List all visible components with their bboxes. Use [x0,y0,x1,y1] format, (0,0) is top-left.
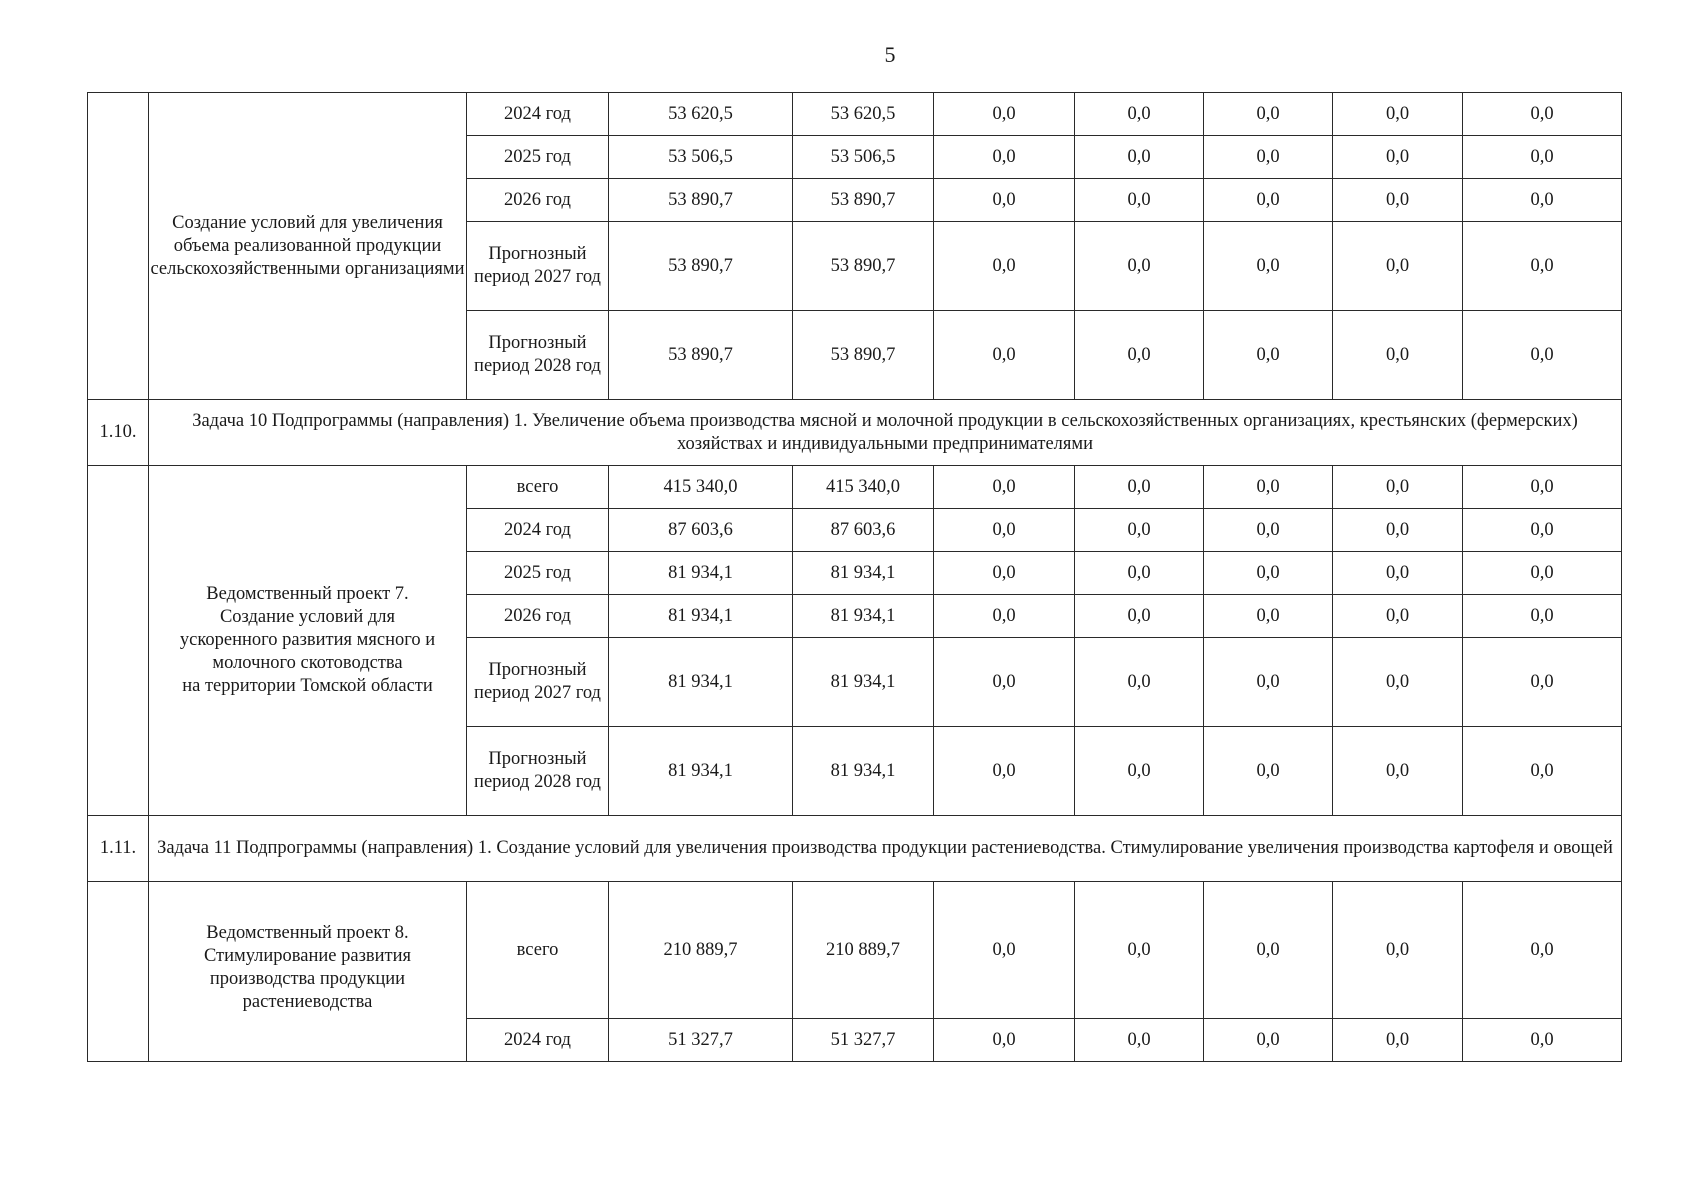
value-cell: 0,0 [934,552,1075,595]
value-cell: 81 934,1 [793,727,934,816]
value-cell: 0,0 [1333,552,1463,595]
value-cell: 0,0 [1463,552,1622,595]
value-cell: 0,0 [1463,882,1622,1019]
page-number: 5 [884,42,896,67]
value-cell: 0,0 [1204,1019,1333,1062]
value-cell: 0,0 [1463,595,1622,638]
value-cell: 210 889,7 [793,882,934,1019]
task-row [88,816,1622,882]
task-index: 1.11. [88,816,149,882]
period-cell: Прогнозный период 2027 год [467,222,609,311]
value-cell: 81 934,1 [793,638,934,727]
value-cell: 415 340,0 [793,466,934,509]
value-cell: 0,0 [1075,509,1204,552]
value-cell: 81 934,1 [793,552,934,595]
value-cell: 0,0 [1333,509,1463,552]
value-cell: 0,0 [1333,179,1463,222]
period-cell: 2024 год [467,509,609,552]
period-cell: Прогнозный период 2028 год [467,311,609,400]
total-cell: 51 327,7 [609,1019,793,1062]
value-cell: 53 620,5 [793,93,934,136]
value-cell: 53 890,7 [793,179,934,222]
project-label-line: производства продукции [209,969,406,989]
value-cell: 0,0 [1333,727,1463,816]
value-cell: 0,0 [1204,93,1333,136]
value-cell: 51 327,7 [793,1019,934,1062]
period-cell: всего [467,882,609,1019]
value-cell: 0,0 [1075,552,1204,595]
table-row [88,466,1622,509]
value-cell: 0,0 [934,727,1075,816]
value-cell: 0,0 [934,179,1075,222]
project-label-line: растениеводства [242,992,373,1012]
value-cell: 0,0 [1463,727,1622,816]
value-cell: 0,0 [934,93,1075,136]
value-cell: 87 603,6 [793,509,934,552]
value-cell: 0,0 [1075,1019,1204,1062]
period-cell: Прогнозный период 2027 год [467,638,609,727]
value-cell: 0,0 [1333,882,1463,1019]
total-cell: 53 890,7 [609,222,793,311]
project-label [149,882,467,1062]
value-cell: 0,0 [1463,179,1622,222]
value-cell: 0,0 [1075,882,1204,1019]
value-cell: 0,0 [934,882,1075,1019]
value-cell: 0,0 [934,222,1075,311]
value-cell: 0,0 [1463,509,1622,552]
table-row [88,882,1622,1019]
period-cell: Прогнозный период 2028 год [467,727,609,816]
budget-table [87,92,1622,1062]
value-cell: 0,0 [1204,552,1333,595]
table-row [88,93,1622,136]
value-cell: 0,0 [1204,222,1333,311]
value-cell: 0,0 [934,638,1075,727]
value-cell: 0,0 [1204,638,1333,727]
period-cell: 2024 год [467,1019,609,1062]
total-cell: 415 340,0 [609,466,793,509]
total-cell: 210 889,7 [609,882,793,1019]
value-cell: 0,0 [1204,727,1333,816]
period-cell: всего [467,466,609,509]
value-cell: 0,0 [934,466,1075,509]
index-cell [88,466,149,816]
value-cell: 0,0 [934,311,1075,400]
period-cell: 2024 год [467,93,609,136]
value-cell: 0,0 [1075,93,1204,136]
section-label: Создание условий для увеличения объема реализованной продукции сельскохозяйственными организациями [149,93,467,400]
value-cell: 0,0 [1333,595,1463,638]
task-description: Задача 10 Подпрограммы (направления) 1. Увеличение объема производства мясной и молочной продукции в сельскохозяйственных организациях, крестьянских (фермерских) хозяйствах и индивидуальными предпринимателями [149,400,1622,466]
task-index: 1.10. [88,400,149,466]
total-cell: 81 934,1 [609,638,793,727]
total-cell: 53 506,5 [609,136,793,179]
total-cell: 53 890,7 [609,179,793,222]
value-cell: 0,0 [1463,93,1622,136]
project-label-line: Создание условий для [219,607,396,627]
value-cell: 0,0 [1075,595,1204,638]
value-cell: 53 890,7 [793,311,934,400]
value-cell: 0,0 [1204,595,1333,638]
value-cell: 0,0 [1463,136,1622,179]
value-cell: 53 890,7 [793,222,934,311]
project-label-line: Стимулирование развития [203,946,412,966]
value-cell: 0,0 [1075,179,1204,222]
total-cell: 53 890,7 [609,311,793,400]
value-cell: 0,0 [934,1019,1075,1062]
total-cell: 81 934,1 [609,727,793,816]
value-cell: 0,0 [934,509,1075,552]
project-label-line: ускоренного развития мясного и [179,630,436,650]
value-cell: 0,0 [1333,93,1463,136]
index-cell [88,882,149,1062]
value-cell: 0,0 [1075,136,1204,179]
task-description: Задача 11 Подпрограммы (направления) 1. Создание условий для увеличения производства продукции растениеводства. Стимулирование увеличения производства картофеля и овощей [149,816,1622,882]
project-label-line: на территории Томской области [182,676,433,696]
value-cell: 0,0 [1333,638,1463,727]
value-cell: 0,0 [1075,727,1204,816]
value-cell: 0,0 [1204,466,1333,509]
value-cell: 0,0 [1204,509,1333,552]
period-cell: 2026 год [467,595,609,638]
value-cell: 0,0 [1463,466,1622,509]
value-cell: 0,0 [1463,222,1622,311]
value-cell: 0,0 [1333,466,1463,509]
value-cell: 0,0 [934,136,1075,179]
project-label-line: Ведомственный проект 8. [206,923,409,943]
total-cell: 53 620,5 [609,93,793,136]
period-cell: 2025 год [467,136,609,179]
value-cell: 81 934,1 [793,595,934,638]
period-cell: 2025 год [467,552,609,595]
value-cell: 0,0 [1204,311,1333,400]
value-cell: 0,0 [1204,179,1333,222]
task-row [88,400,1622,466]
value-cell: 0,0 [1075,222,1204,311]
value-cell: 0,0 [1463,311,1622,400]
value-cell: 0,0 [1204,136,1333,179]
value-cell: 0,0 [1075,311,1204,400]
value-cell: 0,0 [1333,136,1463,179]
value-cell: 0,0 [1333,222,1463,311]
value-cell: 0,0 [1463,1019,1622,1062]
total-cell: 81 934,1 [609,595,793,638]
project-label-line: молочного скотоводства [212,653,403,673]
project-label-line: Ведомственный проект 7. [206,584,409,604]
value-cell: 0,0 [1463,638,1622,727]
value-cell: 53 506,5 [793,136,934,179]
project-label [149,466,467,816]
value-cell: 0,0 [1075,638,1204,727]
value-cell: 0,0 [1333,311,1463,400]
total-cell: 87 603,6 [609,509,793,552]
value-cell: 0,0 [934,595,1075,638]
value-cell: 0,0 [1333,1019,1463,1062]
period-cell: 2026 год [467,179,609,222]
value-cell: 0,0 [1204,882,1333,1019]
index-cell [88,93,149,400]
value-cell: 0,0 [1075,466,1204,509]
total-cell: 81 934,1 [609,552,793,595]
